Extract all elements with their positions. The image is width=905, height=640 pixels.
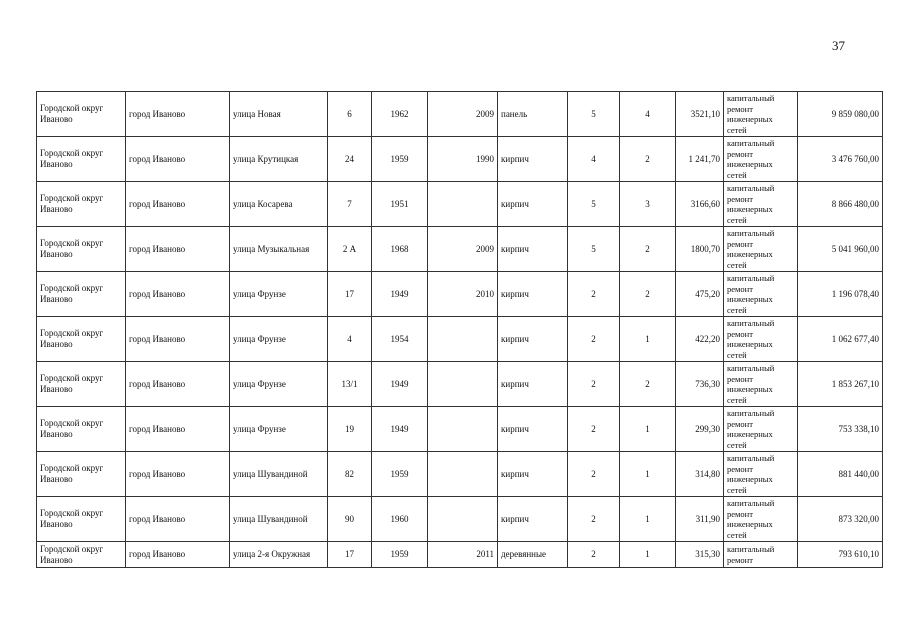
city-cell: город Иваново xyxy=(126,92,230,137)
work-type-cell: капитальный ремонт инженерных сетей xyxy=(724,92,798,137)
cost-cell: 881 440,00 xyxy=(798,452,883,497)
street-cell: улица Музыкальная xyxy=(230,227,328,272)
cost-cell: 793 610,10 xyxy=(798,542,883,568)
floors-cell: 2 xyxy=(568,362,620,407)
work-type-cell: капитальный ремонт инженерных сетей xyxy=(724,497,798,542)
area-cell: 315,30 xyxy=(676,542,724,568)
street-cell: улица Фрунзе xyxy=(230,317,328,362)
table-row xyxy=(37,227,883,272)
floors-cell: 5 xyxy=(568,182,620,227)
year-repair-cell: 2011 xyxy=(428,542,498,568)
house-number-cell: 13/1 xyxy=(328,362,372,407)
city-cell: город Иваново xyxy=(126,137,230,182)
floors-cell: 2 xyxy=(568,452,620,497)
cost-cell: 5 041 960,00 xyxy=(798,227,883,272)
cost-cell: 1 062 677,40 xyxy=(798,317,883,362)
year-built-cell: 1962 xyxy=(372,92,428,137)
house-number-cell: 90 xyxy=(328,497,372,542)
city-cell: город Иваново xyxy=(126,272,230,317)
work-type-cell: капитальный ремонт xyxy=(724,542,798,568)
house-number-cell: 2 А xyxy=(328,227,372,272)
entrances-cell: 4 xyxy=(620,92,676,137)
area-cell: 3166,60 xyxy=(676,182,724,227)
district-cell: Городской округ Иваново xyxy=(37,227,126,272)
district-cell: Городской округ Иваново xyxy=(37,542,126,568)
year-repair-cell: 1990 xyxy=(428,137,498,182)
year-built-cell: 1954 xyxy=(372,317,428,362)
year-built-cell: 1959 xyxy=(372,137,428,182)
district-cell: Городской округ Иваново xyxy=(37,272,126,317)
cost-cell: 1 853 267,10 xyxy=(798,362,883,407)
table-row xyxy=(37,182,883,227)
city-cell: город Иваново xyxy=(126,497,230,542)
area-cell: 1800,70 xyxy=(676,227,724,272)
wall-material-cell: кирпич xyxy=(498,407,568,452)
year-built-cell: 1968 xyxy=(372,227,428,272)
entrances-cell: 2 xyxy=(620,362,676,407)
year-repair-cell xyxy=(428,362,498,407)
wall-material-cell: кирпич xyxy=(498,497,568,542)
area-cell: 314,80 xyxy=(676,452,724,497)
district-cell: Городской округ Иваново xyxy=(37,407,126,452)
area-cell: 3521,10 xyxy=(676,92,724,137)
year-repair-cell: 2009 xyxy=(428,227,498,272)
wall-material-cell: кирпич xyxy=(498,137,568,182)
cost-cell: 9 859 080,00 xyxy=(798,92,883,137)
district-cell: Городской округ Иваново xyxy=(37,362,126,407)
entrances-cell: 2 xyxy=(620,137,676,182)
entrances-cell: 2 xyxy=(620,227,676,272)
city-cell: город Иваново xyxy=(126,407,230,452)
area-cell: 422,20 xyxy=(676,317,724,362)
street-cell: улица Фрунзе xyxy=(230,362,328,407)
entrances-cell: 3 xyxy=(620,182,676,227)
wall-material-cell: кирпич xyxy=(498,317,568,362)
year-repair-cell: 2009 xyxy=(428,92,498,137)
house-number-cell: 82 xyxy=(328,452,372,497)
district-cell: Городской округ Иваново xyxy=(37,92,126,137)
table-row xyxy=(37,407,883,452)
house-number-cell: 7 xyxy=(328,182,372,227)
wall-material-cell: кирпич xyxy=(498,362,568,407)
house-number-cell: 17 xyxy=(328,542,372,568)
street-cell: улица Фрунзе xyxy=(230,407,328,452)
work-type-cell: капитальный ремонт инженерных сетей xyxy=(724,182,798,227)
work-type-cell: капитальный ремонт инженерных сетей xyxy=(724,452,798,497)
work-type-cell: капитальный ремонт инженерных сетей xyxy=(724,317,798,362)
wall-material-cell: кирпич xyxy=(498,272,568,317)
year-built-cell: 1949 xyxy=(372,407,428,452)
district-cell: Городской округ Иваново xyxy=(37,452,126,497)
table-row xyxy=(37,272,883,317)
area-cell: 736,30 xyxy=(676,362,724,407)
city-cell: город Иваново xyxy=(126,452,230,497)
entrances-cell: 1 xyxy=(620,452,676,497)
wall-material-cell: кирпич xyxy=(498,227,568,272)
floors-cell: 2 xyxy=(568,407,620,452)
table-row xyxy=(37,317,883,362)
street-cell: улица Новая xyxy=(230,92,328,137)
street-cell: улица Косарева xyxy=(230,182,328,227)
floors-cell: 2 xyxy=(568,542,620,568)
area-cell: 299,30 xyxy=(676,407,724,452)
year-built-cell: 1949 xyxy=(372,362,428,407)
entrances-cell: 1 xyxy=(620,542,676,568)
wall-material-cell: кирпич xyxy=(498,452,568,497)
year-built-cell: 1959 xyxy=(372,542,428,568)
year-built-cell: 1951 xyxy=(372,182,428,227)
year-repair-cell xyxy=(428,497,498,542)
wall-material-cell: деревянные xyxy=(498,542,568,568)
city-cell: город Иваново xyxy=(126,362,230,407)
area-cell: 311,90 xyxy=(676,497,724,542)
floors-cell: 2 xyxy=(568,272,620,317)
floors-cell: 5 xyxy=(568,92,620,137)
work-type-cell: капитальный ремонт инженерных сетей xyxy=(724,407,798,452)
house-number-cell: 6 xyxy=(328,92,372,137)
area-cell: 1 241,70 xyxy=(676,137,724,182)
entrances-cell: 1 xyxy=(620,317,676,362)
housing-repair-table xyxy=(36,91,883,568)
city-cell: город Иваново xyxy=(126,317,230,362)
district-cell: Городской округ Иваново xyxy=(37,317,126,362)
area-cell: 475,20 xyxy=(676,272,724,317)
floors-cell: 2 xyxy=(568,497,620,542)
table-row xyxy=(37,542,883,568)
year-built-cell: 1949 xyxy=(372,272,428,317)
entrances-cell: 1 xyxy=(620,407,676,452)
year-repair-cell xyxy=(428,317,498,362)
district-cell: Городской округ Иваново xyxy=(37,137,126,182)
year-built-cell: 1959 xyxy=(372,452,428,497)
cost-cell: 3 476 760,00 xyxy=(798,137,883,182)
entrances-cell: 2 xyxy=(620,272,676,317)
city-cell: город Иваново xyxy=(126,227,230,272)
year-built-cell: 1960 xyxy=(372,497,428,542)
district-cell: Городской округ Иваново xyxy=(37,497,126,542)
table-body xyxy=(37,92,883,568)
table-row xyxy=(37,452,883,497)
cost-cell: 873 320,00 xyxy=(798,497,883,542)
table-row xyxy=(37,362,883,407)
wall-material-cell: панель xyxy=(498,92,568,137)
floors-cell: 5 xyxy=(568,227,620,272)
year-repair-cell xyxy=(428,452,498,497)
street-cell: улица Крутицкая xyxy=(230,137,328,182)
house-number-cell: 17 xyxy=(328,272,372,317)
work-type-cell: капитальный ремонт инженерных сетей xyxy=(724,227,798,272)
cost-cell: 1 196 078,40 xyxy=(798,272,883,317)
street-cell: улица Фрунзе xyxy=(230,272,328,317)
table-row xyxy=(37,137,883,182)
cost-cell: 8 866 480,00 xyxy=(798,182,883,227)
work-type-cell: капитальный ремонт инженерных сетей xyxy=(724,272,798,317)
city-cell: город Иваново xyxy=(126,182,230,227)
city-cell: город Иваново xyxy=(126,542,230,568)
page-number: 37 xyxy=(832,38,845,53)
house-number-cell: 19 xyxy=(328,407,372,452)
district-cell: Городской округ Иваново xyxy=(37,182,126,227)
work-type-cell: капитальный ремонт инженерных сетей xyxy=(724,137,798,182)
floors-cell: 4 xyxy=(568,137,620,182)
house-number-cell: 24 xyxy=(328,137,372,182)
floors-cell: 2 xyxy=(568,317,620,362)
work-type-cell: капитальный ремонт инженерных сетей xyxy=(724,362,798,407)
house-number-cell: 4 xyxy=(328,317,372,362)
street-cell: улица Шувандиной xyxy=(230,497,328,542)
street-cell: улица Шувандиной xyxy=(230,452,328,497)
table-row xyxy=(37,92,883,137)
year-repair-cell xyxy=(428,407,498,452)
cost-cell: 753 338,10 xyxy=(798,407,883,452)
year-repair-cell xyxy=(428,182,498,227)
entrances-cell: 1 xyxy=(620,497,676,542)
wall-material-cell: кирпич xyxy=(498,182,568,227)
year-repair-cell: 2010 xyxy=(428,272,498,317)
street-cell: улица 2-я Окружная xyxy=(230,542,328,568)
housing-repair-table-container xyxy=(36,91,882,568)
table-row xyxy=(37,497,883,542)
